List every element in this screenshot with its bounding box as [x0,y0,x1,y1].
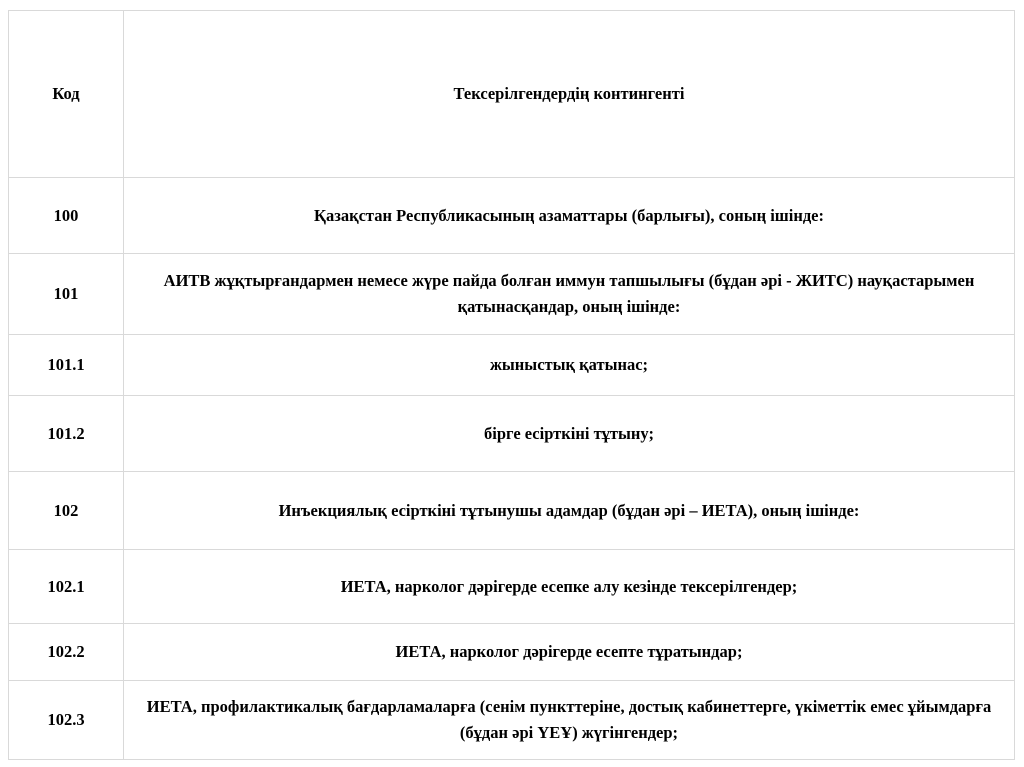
row-code: 101 [9,254,124,335]
header-code: Код [9,11,124,178]
row-code: 101.2 [9,396,124,472]
row-code: 101.1 [9,335,124,396]
row-description: ИЕТА, нарколог дәрігерде есепте тұратындар; [124,624,1015,681]
row-code: 102.3 [9,681,124,760]
row-description: ИЕТА, профилактикалық бағдарламаларға (сенім пункттеріне, достық кабинеттерге, үкіметтік емес ұйымдарға (бұдан әрі ҮЕҰ) жүгінгендер; [124,681,1015,760]
header-description: Тексерілгендердің контингенті [124,11,1015,178]
table-row [9,550,1015,624]
contingent-table [8,10,1015,760]
table-row [9,254,1015,335]
table-row [9,396,1015,472]
row-code: 100 [9,178,124,254]
row-description: жыныстық қатынас; [124,335,1015,396]
row-code: 102.1 [9,550,124,624]
row-description: АИТВ жұқтырғандармен немесе жүре пайда болған иммун тапшылығы (бұдан әрі - ЖИТС) науқастарымен қатынасқандар, оның ішінде: [124,254,1015,335]
table-header-row [9,11,1015,178]
row-description: ИЕТА, нарколог дәрігерде есепке алу кезінде тексерілгендер; [124,550,1015,624]
row-description: бірге есірткіні тұтыну; [124,396,1015,472]
table-row [9,335,1015,396]
table-row [9,472,1015,550]
row-code: 102 [9,472,124,550]
table-row [9,178,1015,254]
row-description: Инъекциялық есірткіні тұтынушы адамдар (бұдан әрі – ИЕТА), оның ішінде: [124,472,1015,550]
row-description: Қазақстан Республикасының азаматтары (барлығы), соның ішінде: [124,178,1015,254]
table-row [9,624,1015,681]
row-code: 102.2 [9,624,124,681]
table-row [9,681,1015,760]
